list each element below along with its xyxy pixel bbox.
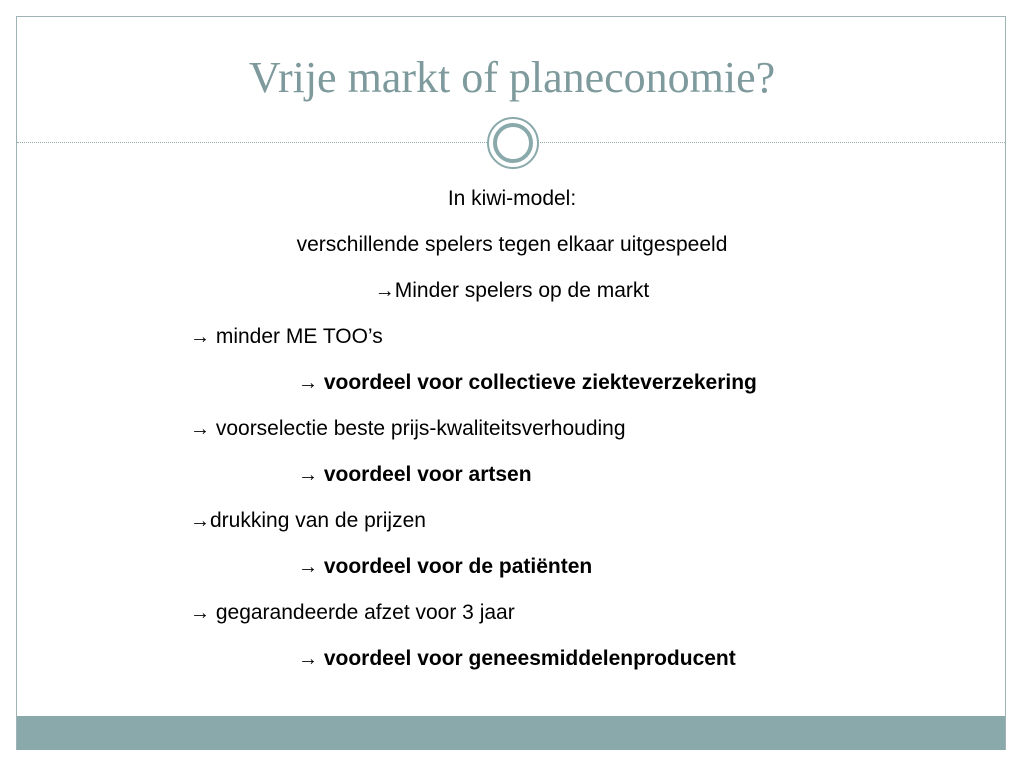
arrow-right-icon: →	[298, 372, 318, 394]
body-line-text: drukking van de prijzen	[210, 509, 426, 532]
slide-title: Vrije markt of planeconomie?	[248, 53, 776, 102]
footer-band	[17, 716, 1005, 750]
arrow-right-icon: →	[298, 464, 318, 486]
body-line	[190, 598, 515, 628]
arrow-right-icon: →	[298, 648, 318, 670]
body-line	[190, 506, 426, 536]
circle-ornament-icon	[487, 117, 539, 169]
arrow-right-icon: →	[190, 510, 210, 532]
body-line	[0, 184, 1024, 214]
arrow-right-icon: →	[374, 280, 395, 302]
body-line	[190, 322, 383, 352]
arrow-right-icon: →	[190, 326, 210, 348]
arrow-right-icon: →	[190, 602, 210, 624]
body-line-text: minder ME TOO’s	[210, 325, 383, 348]
body-line-text: voordeel voor geneesmiddelenproducent	[318, 647, 736, 670]
body-line-text: In kiwi-model:	[447, 187, 577, 210]
body-line	[298, 644, 736, 674]
body-line	[0, 276, 1024, 306]
body-line-text: voordeel voor collectieve ziekteverzekering	[318, 371, 757, 394]
body-line-text: voordeel voor artsen	[318, 463, 532, 486]
body-line	[298, 460, 532, 490]
arrow-right-icon: →	[298, 556, 318, 578]
body-line-text: voorselectie beste prijs-kwaliteitsverhouding	[210, 417, 626, 440]
arrow-right-icon: →	[190, 418, 210, 440]
body-line	[298, 368, 757, 398]
body-line-text: gegarandeerde afzet voor 3 jaar	[210, 601, 515, 624]
body-line-text: voordeel voor de patiënten	[318, 555, 593, 578]
body-line-text: verschillende spelers tegen elkaar uitgespeeld	[296, 233, 728, 256]
body-line	[298, 552, 592, 582]
body-line	[190, 414, 626, 444]
body-line-text: Minder spelers op de markt	[394, 279, 650, 302]
body-line	[0, 230, 1024, 260]
